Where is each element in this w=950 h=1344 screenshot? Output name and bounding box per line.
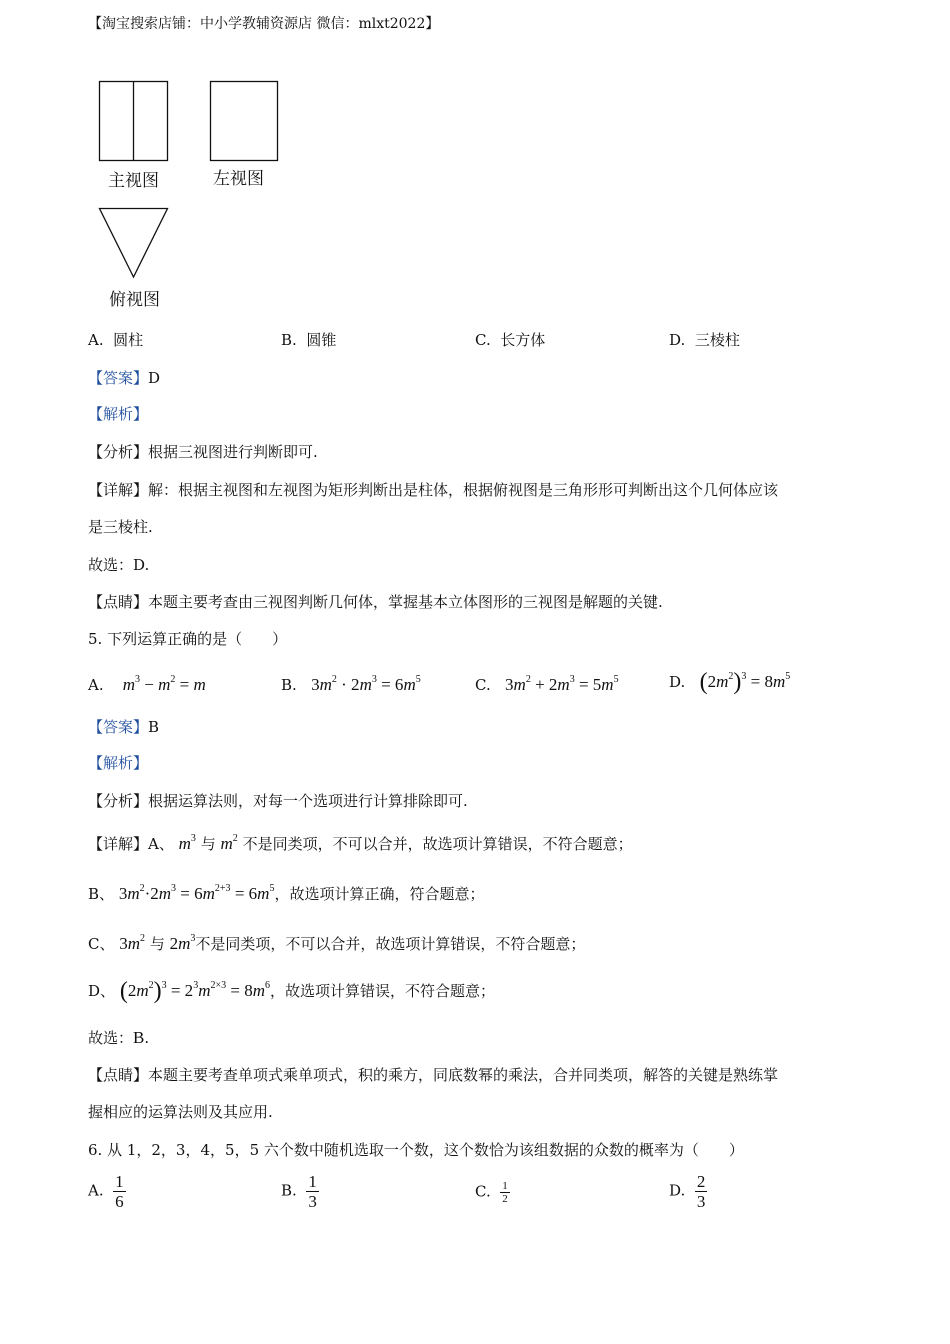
front-view-label: 主视图	[108, 171, 159, 191]
top-view-label: 俯视图	[109, 290, 160, 310]
q4-detail-line1: 【详解】解：根据主视图和左视图为矩形判断出是柱体，根据俯视图是三角形形可判断出这个几何体应该	[88, 481, 779, 499]
front-view-figure	[100, 82, 168, 161]
left-view-figure	[211, 82, 278, 161]
q5-option-d: D. $(2m^2)^3 = 8m^5$	[669, 669, 791, 695]
q5-comment-line2: 握相应的运算法则及其应用.	[88, 1103, 273, 1121]
q6-option-c: C. $\frac{1}{2}$	[475, 1180, 508, 1205]
q5-comment-line1: 【点睛】本题主要考查单项式乘单项式，积的乘方，同底数幂的乘法，合并同类项，解答的关键是熟练掌	[88, 1066, 779, 1084]
top-view-figure	[100, 209, 168, 278]
q5-analysis-tag: 【解析】	[88, 754, 149, 772]
fraction: $\frac{1}{2}$	[502, 1180, 508, 1205]
q4-analysis-tag: 【解析】	[88, 405, 149, 423]
fraction: $\frac{1}{6}$	[115, 1172, 124, 1211]
q4-option-c: C. 长方体	[475, 331, 546, 349]
q6-option-b: B. $\frac{1}{3}$	[281, 1172, 317, 1211]
q5-detail-b: B、 $3m^2\cdot 2m^3 = 6m^{2+3} = 6m^5$，故选项计算正确，符合题意；	[88, 883, 485, 903]
q5-option-b: B. $3m^2 \cdot 2m^3 = 6m^5$	[281, 674, 421, 694]
q5-answer: 【答案】B	[88, 718, 160, 736]
q5-option-a: A. $m^3 - m^2 = m$	[88, 674, 206, 694]
q4-answer: 【答案】D	[88, 369, 161, 387]
three-view-figures	[0, 0, 950, 320]
left-view-label: 左视图	[213, 169, 264, 189]
q5-detail-c: C、 $3m^2$ 与 $2m^3$不是同类项，不可以合并，故选项计算错误，不符合题意；	[88, 933, 586, 953]
q5-stem: 5. 下列运算正确的是（ ）	[88, 630, 288, 648]
fraction: $\frac{1}{3}$	[308, 1172, 317, 1211]
q6-option-d: D. $\frac{2}{3}$	[669, 1172, 706, 1211]
q4-option-d: D. 三棱柱	[669, 331, 740, 349]
page-header: 【淘宝搜索店铺：中小学教辅资源店 微信：mlxt2022】	[88, 16, 440, 32]
q6-stem: 6. 从 1，2，3，4，5，5 六个数中随机选取一个数，这个数恰为该组数据的众数的概率为（ ）	[88, 1141, 744, 1159]
q5-detail-d: D、 $(2m^2)^3 = 2^3m^{2\times 3} = 8m^6$，故选项计算错误，不符合题意；	[88, 978, 495, 1004]
q4-comment: 【点睛】本题主要考查由三视图判断几何体，掌握基本立体图形的三视图是解题的关键.	[88, 593, 663, 611]
q4-fenxi: 【分析】根据三视图进行判断即可.	[88, 443, 318, 461]
q4-option-a: A. 圆柱	[88, 331, 144, 349]
q5-detail-a: 【详解】A、 $m^3$ 与 $m^2$ 不是同类项，不可以合并，故选项计算错误，不符合题意；	[88, 833, 633, 853]
q5-choose: 故选：B.	[88, 1028, 150, 1047]
q4-option-b: B. 圆锥	[281, 331, 337, 349]
q5-fenxi: 【分析】根据运算法则，对每一个选项进行计算排除即可.	[88, 792, 468, 810]
fraction: $\frac{2}{3}$	[696, 1172, 706, 1211]
q4-detail-line2: 是三棱柱.	[88, 518, 153, 536]
q4-choose: 故选：D.	[88, 556, 150, 574]
q6-option-a: A. $\frac{1}{6}$	[88, 1172, 124, 1211]
q5-option-c: C. $3m^2 + 2m^3 = 5m^5$	[475, 674, 619, 694]
